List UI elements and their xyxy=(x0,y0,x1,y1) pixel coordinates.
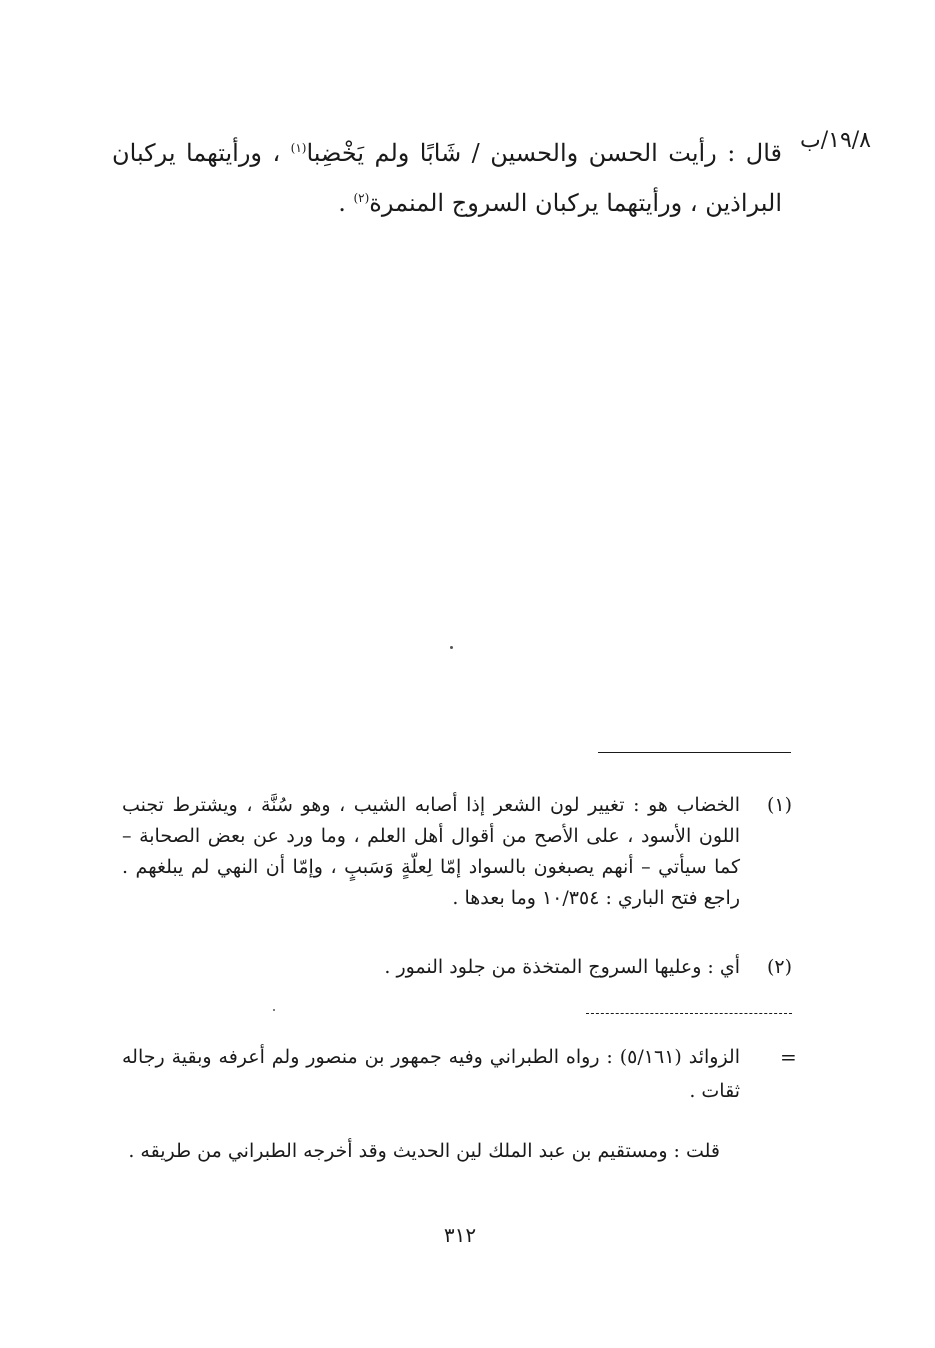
page-number: ٣١٢ xyxy=(443,1223,477,1247)
footnote-separator xyxy=(598,752,791,753)
continuation-separator xyxy=(586,1013,792,1014)
footnote-2-number: (٢) xyxy=(766,956,792,978)
folio-marker: ١٩/٨/ب xyxy=(800,128,871,153)
footnote-1-text: الخضاب هو : تغيير لون الشعر إذا أصابه الشيب ، وهو سُنَّة ، ويشترط تجنب اللون الأسود ، على الأصح من أقوال أهل العلم ، وما ورد عن بعض الصحابة – كما سيأتي – أنهم يصبغون بالسواد إمّا لِعلّةٍ وَسَببٍ ، وإمّا أن النهي لم يبلغهم . راجع فتح الباري : ١٠/٣٥٤ وما بعدها . xyxy=(122,794,740,909)
continuation-mark: = xyxy=(780,1045,797,1069)
footnote-2-text: أي : وعليها السروج المتخذة من جلود النمور . xyxy=(384,956,740,978)
qult-note: قلت : ومستقيم بن عبد الملك لين الحديث وقد أخرجه الطبراني من طريقه . xyxy=(128,1140,720,1162)
scan-speck xyxy=(450,646,453,649)
footnote-1-number: (١) xyxy=(766,794,792,816)
main-text-continued: ، ورأيتهما يركبان البراذين ، ورأيتهما يركبان السروج المنمرة xyxy=(112,139,782,217)
footnote-ref-1[interactable]: (١) xyxy=(290,141,307,155)
main-text xyxy=(112,126,782,226)
main-text-line1: قال : رأيت الحسن والحسين / شَابًا ولم يَخْضِبا xyxy=(306,139,782,167)
scan-speck xyxy=(273,1009,275,1011)
footnote-ref-2[interactable]: (٢) xyxy=(353,191,370,205)
main-text-end: . xyxy=(338,189,354,217)
zawaid-note: الزوائد (٥/١٦١) : رواه الطبراني وفيه جمهور بن منصور ولم أعرفه وبقية رجاله ثقات . xyxy=(122,1046,740,1102)
